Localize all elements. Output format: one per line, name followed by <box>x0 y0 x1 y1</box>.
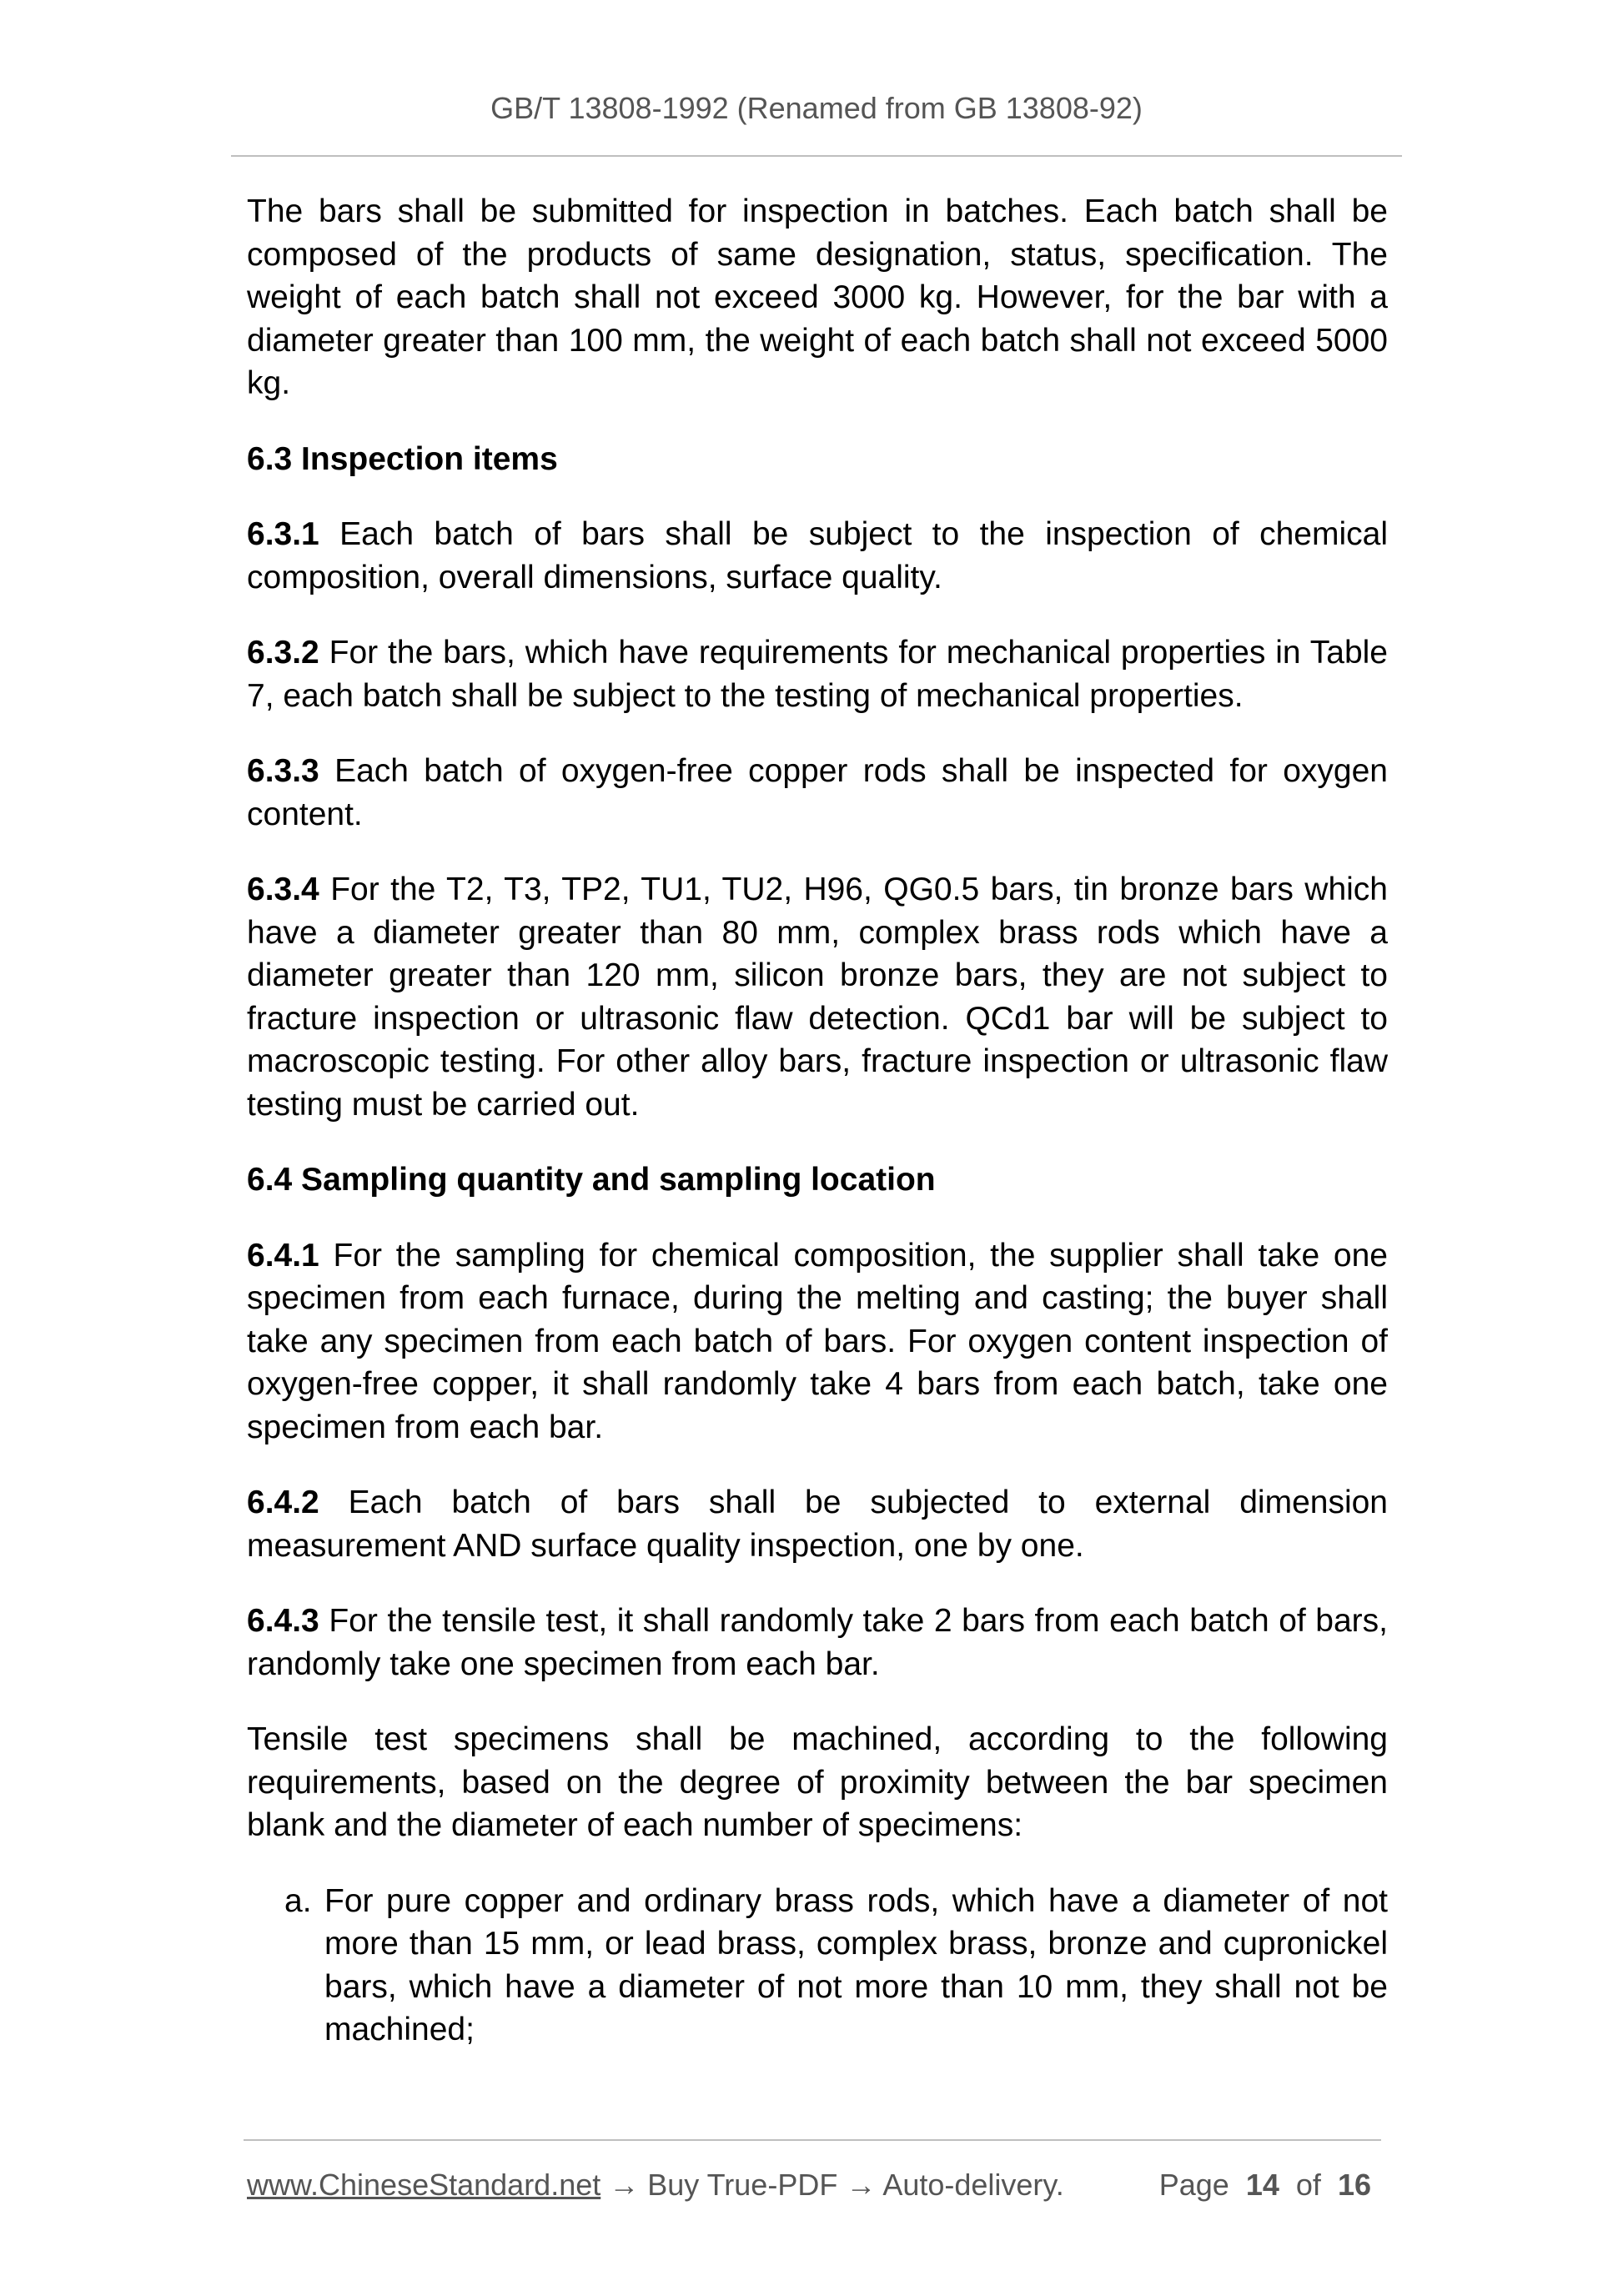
clause-6-4-3 <box>247 1600 1388 1686</box>
clause-number: 6.3.2 <box>247 635 319 671</box>
clause-text: For the bars, which have requirements for mechanical properties in Table 7, each batch shall be subject to the testing of mechanical properties. <box>247 635 1388 714</box>
clause-number: 6.4.3 <box>247 1603 319 1639</box>
list-item-text: For pure copper and ordinary brass rods, which have a diameter of not more than 15 mm, or lead brass, complex brass, bronze and cupronickel bars, which have a diameter of not more than 10 mm, they shall not be machined; <box>324 1882 1388 2047</box>
list-marker: a. <box>284 1882 312 1919</box>
total-pages: 16 <box>1337 2168 1371 2202</box>
clause-text: For the T2, T3, TP2, TU1, TU2, H96, QG0.5 bars, tin bronze bars which have a diameter greater than 80 mm, complex brass rods which have a diameter greater than 120 mm, silicon bronze bars, they are not subject to fracture inspection or ultrasonic flaw detection. QCd1 bar will be subject to macroscopic testing. For other alloy bars, fracture inspection or ultrasonic flaw testing must be carried out. <box>247 872 1388 1123</box>
website-link[interactable]: www.ChineseStandard.net <box>247 2168 601 2202</box>
footer-divider <box>244 2139 1381 2141</box>
header-divider <box>231 155 1402 157</box>
page-number <box>1159 2165 1371 2205</box>
clause-6-3-2 <box>247 631 1388 717</box>
clause-text: For the sampling for chemical composition, the supplier shall take one specimen from each furnace, during the melting and casting; the buyer shall take any specimen from each batch of bars. For oxygen content inspection of oxygen-free copper, it shall randomly take 4 bars from each batch, take one specimen from each bar. <box>247 1237 1388 1445</box>
clause-number: 6.4.2 <box>247 1485 319 1520</box>
clause-number: 6.3.4 <box>247 872 319 907</box>
clause-6-4-1 <box>247 1234 1388 1449</box>
clause-text: For the tensile test, it shall randomly take 2 bars from each batch of bars, randomly take one specimen from each bar. <box>247 1603 1388 1682</box>
document-header-title: GB/T 13808-1992 (Renamed from GB 13808-92) <box>490 91 1143 125</box>
of-word: of <box>1295 2168 1321 2202</box>
clause-6-3-3 <box>247 750 1388 836</box>
document-body <box>247 190 1388 2052</box>
clause-number: 6.3.1 <box>247 516 319 552</box>
current-page: 14 <box>1245 2168 1279 2202</box>
clause-text: Each batch of oxygen-free copper rods shall be inspected for oxygen content. <box>247 753 1388 832</box>
clause-6-3-1 <box>247 513 1388 599</box>
page-word: Page <box>1158 2168 1229 2202</box>
page-header <box>231 93 1402 123</box>
list-item-a <box>247 1880 1388 2052</box>
intro-paragraph: The bars shall be submitted for inspection in batches. Each batch shall be composed of the products of same designation, status, specification. The weight of each batch shall not exceed 3000 kg. However, for the bar with a diameter greater than 100 mm, the weight of each batch shall not exceed 5000 kg. <box>247 193 1388 401</box>
footer-tagline: → Buy True-PDF → Auto-delivery. <box>600 2168 1064 2202</box>
clause-text: Each batch of bars shall be subject to the inspection of chemical composition, overall dimensions, surface quality. <box>247 516 1388 595</box>
footer-promo <box>247 2165 1064 2205</box>
tensile-requirements-paragraph: Tensile test specimens shall be machined, according to the following requirements, based on the degree of proximity between the bar specimen blank and the diameter of each number of specimens: <box>247 1721 1388 1843</box>
clause-6-4-2 <box>247 1481 1388 1567</box>
clause-number: 6.4.1 <box>247 1237 319 1274</box>
clause-6-3-4 <box>247 868 1388 1126</box>
section-heading-6-3: 6.3 Inspection items <box>247 440 558 477</box>
section-heading-6-4: 6.4 Sampling quantity and sampling location <box>247 1162 936 1198</box>
clause-number: 6.3.3 <box>247 753 319 789</box>
clause-text: Each batch of bars shall be subjected to external dimension measurement AND surface quality inspection, one by one. <box>247 1485 1388 1564</box>
